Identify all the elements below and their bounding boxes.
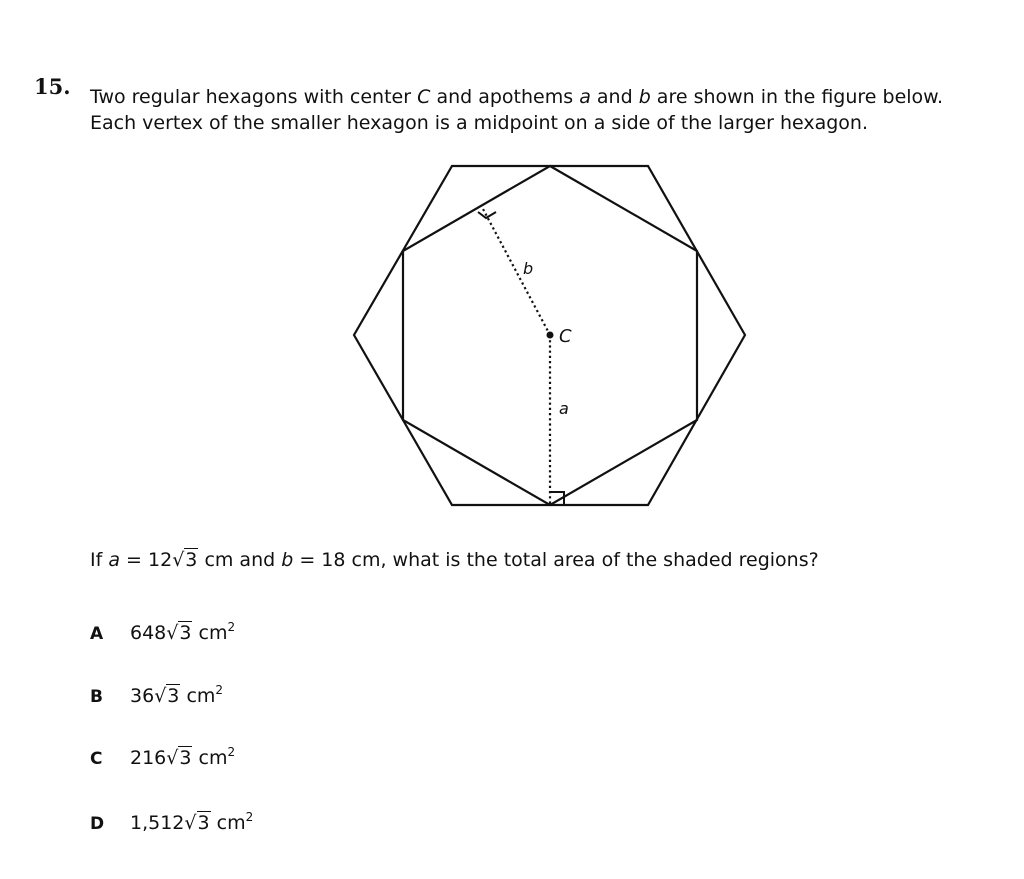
choice-a[interactable] <box>90 622 235 650</box>
var-c: C <box>417 86 431 108</box>
var-b: b <box>638 86 651 108</box>
label-c: C <box>559 326 572 347</box>
sqrt-expression: √3 <box>172 549 198 571</box>
center-point <box>547 332 554 339</box>
choice-c[interactable] <box>90 747 235 775</box>
choice-value: 648√3 $cm^2$ <box>130 620 236 644</box>
question-prompt: If a = 12√3 cm and b = 18 cm, what is the total area of the shaded regions? <box>90 549 819 571</box>
question-number: 15. <box>34 74 71 99</box>
choice-letter: C <box>90 749 103 769</box>
choice-letter: A <box>90 624 104 644</box>
choice-value: 216√3 $cm^2$ <box>130 745 236 769</box>
choice-value: 1,512√3 $cm^2$ <box>130 810 254 834</box>
choice-b[interactable] <box>90 685 223 713</box>
apothem-b-line <box>483 209 550 335</box>
stem-line-1: Two regular hexagons with center C and apothems a and b are shown in the figure below. <box>90 86 944 108</box>
label-b: b <box>523 259 534 278</box>
choice-letter: B <box>90 687 103 707</box>
stem-line-2: Each vertex of the smaller hexagon is a midpoint on a side of the larger hexagon. <box>90 112 869 134</box>
choice-value: 36√3 $cm^2$ <box>130 683 224 707</box>
var-a: a <box>579 86 591 108</box>
choice-letter: D <box>90 814 105 834</box>
label-a: a <box>559 399 569 418</box>
choice-d[interactable] <box>90 812 253 840</box>
